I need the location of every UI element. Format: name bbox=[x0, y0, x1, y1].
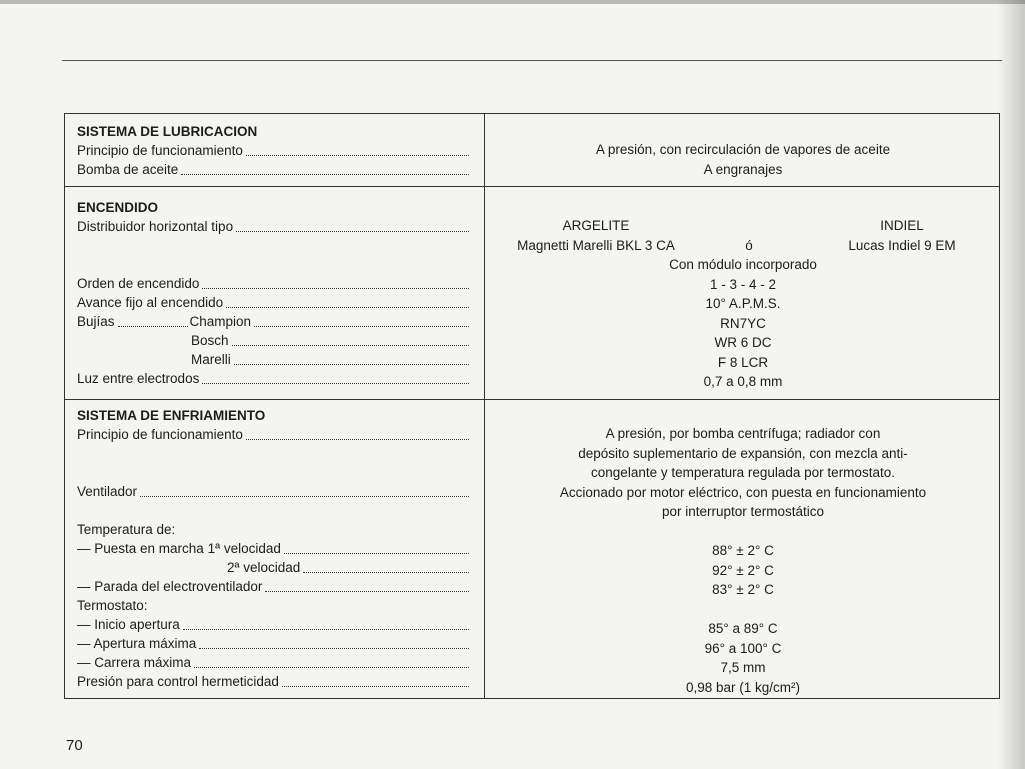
row-label: Ventilador bbox=[77, 482, 471, 501]
row-value: A presión, por bomba centrífuga; radiador con bbox=[605, 426, 881, 441]
row-value: 1 - 3 - 4 - 2 bbox=[709, 276, 777, 292]
row-value: Accionado por motor eléctrico, con puesta en funcionamiento bbox=[559, 484, 927, 500]
row-label: Distribuidor horizontal tipo bbox=[77, 217, 471, 236]
encendido-labels bbox=[77, 198, 471, 388]
row-label: Principio de funcionamiento bbox=[77, 141, 471, 160]
row-label: — Apertura máxima bbox=[77, 634, 471, 653]
row-value: por interruptor termostático bbox=[661, 504, 825, 519]
section-divider-2 bbox=[65, 399, 999, 400]
row-value: 85° a 89° C bbox=[708, 621, 778, 636]
row-value: A presión, con recirculación de vapores de aceite bbox=[595, 142, 891, 157]
row-value: 7,5 mm bbox=[720, 660, 766, 675]
row-value: A engranajes bbox=[703, 161, 783, 177]
row-value: WR 6 DC bbox=[714, 335, 772, 350]
enfriamiento-labels bbox=[77, 406, 471, 691]
section-divider-1 bbox=[65, 186, 999, 187]
page-binding-shadow bbox=[997, 0, 1025, 769]
row-value: Con módulo incorporado bbox=[669, 257, 817, 272]
row-label: — Inicio apertura bbox=[77, 615, 471, 634]
row-label: — Carrera máxima bbox=[77, 653, 471, 672]
row-value: F 8 LCR bbox=[717, 354, 769, 370]
encendido-values bbox=[485, 216, 1001, 392]
spec-table bbox=[64, 113, 1000, 699]
row-label-bujias: Bujías Champion bbox=[77, 312, 471, 331]
row-label: Avance fijo al encendido bbox=[77, 293, 471, 312]
lubricacion-values bbox=[485, 140, 1001, 179]
brand-row: ARGELITE INDIEL bbox=[562, 218, 924, 233]
row-value: depósito suplementario de expansión, con mezcla anti- bbox=[578, 445, 908, 461]
row-value: 88° ± 2° C bbox=[712, 543, 774, 558]
row-value: 0,7 a 0,8 mm bbox=[703, 374, 783, 389]
row-label: Principio de funcionamiento bbox=[77, 425, 471, 444]
row-label: Marelli bbox=[77, 350, 471, 369]
row-value: 10° A.P.M.S. bbox=[705, 296, 781, 311]
lubricacion-labels bbox=[77, 122, 471, 179]
row-label: Bosch bbox=[77, 331, 471, 350]
model-row: Magnetti Marelli BKL 3 CA ó Lucas Indiel 9 EM bbox=[517, 237, 956, 253]
row-label: Luz entre electrodos bbox=[77, 369, 471, 388]
row-label: Temperatura de: bbox=[77, 522, 176, 537]
section-title-encendido: ENCENDIDO bbox=[77, 200, 159, 215]
page-top-edge bbox=[0, 0, 1025, 4]
row-value: 0,98 bar (1 kg/cm²) bbox=[685, 679, 801, 695]
enfriamiento-values bbox=[485, 424, 1001, 697]
row-label: Bomba de aceite bbox=[77, 160, 471, 179]
row-label: — Parada del electroventilador bbox=[77, 577, 471, 596]
row-value: congelante y temperatura regulada por termostato. bbox=[591, 465, 895, 480]
section-title-enfriamiento: SISTEMA DE ENFRIAMIENTO bbox=[77, 408, 266, 423]
row-label: 2ª velocidad bbox=[77, 558, 471, 577]
row-value: 96° a 100° C bbox=[704, 640, 782, 656]
row-value: RN7YC bbox=[720, 315, 766, 331]
row-label: Termostato: bbox=[77, 598, 148, 613]
row-value: 92° ± 2° C bbox=[712, 562, 774, 578]
header-rule bbox=[62, 60, 1002, 61]
row-label: Presión para control hermeticidad bbox=[77, 672, 471, 691]
section-title-lubricacion: SISTEMA DE LUBRICACION bbox=[77, 124, 258, 139]
row-label: — Puesta en marcha 1ª velocidad bbox=[77, 539, 471, 558]
page-number: 70 bbox=[66, 737, 83, 754]
row-label: Orden de encendido bbox=[77, 274, 471, 293]
row-value: 83° ± 2° C bbox=[712, 582, 774, 597]
